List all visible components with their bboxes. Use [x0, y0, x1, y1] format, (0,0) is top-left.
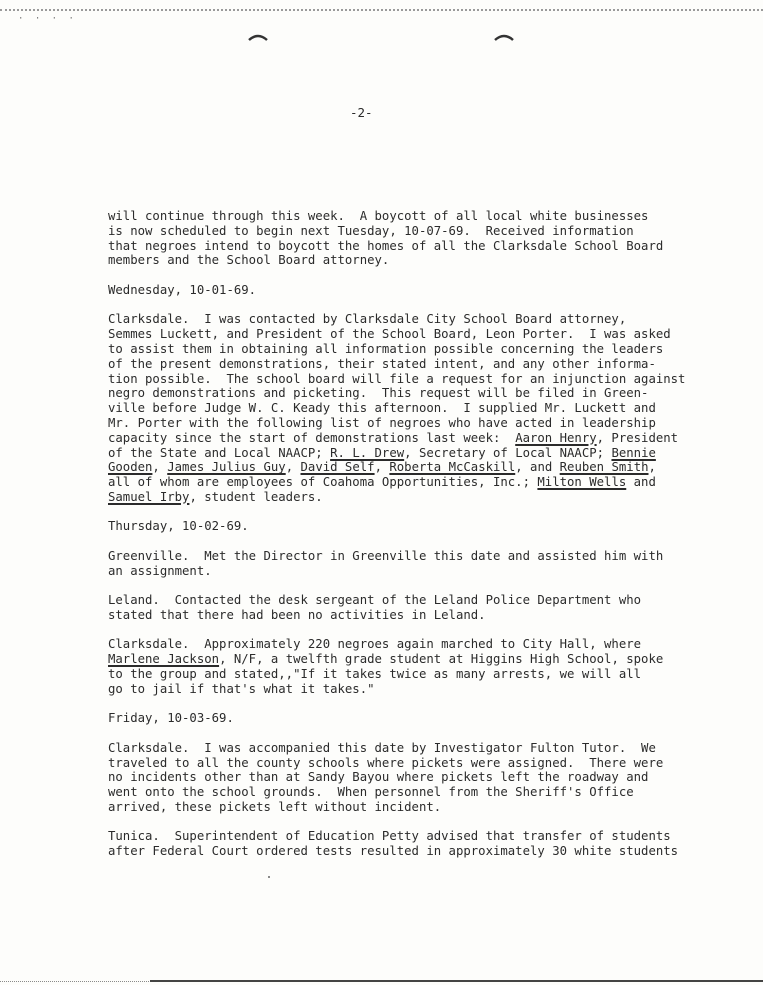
text-line	[108, 741, 708, 756]
text-run: , Secretary of Local NAACP;	[404, 445, 612, 460]
underlined-name: Milton Wells	[537, 475, 627, 490]
text-run: , President	[596, 430, 679, 445]
text-run: negro demonstrations and picketing. This request will be filed in Green-	[108, 386, 649, 401]
bottom-rule	[150, 980, 763, 982]
text-run: all of whom are employees of Coahoma Opportunities, Inc.;	[108, 475, 538, 490]
text-run: Clarksdale. I was accompanied this date by Investigator Fulton Tutor. We	[108, 740, 656, 755]
text-line	[108, 283, 708, 298]
text-run: members and the School Board attorney.	[108, 253, 390, 268]
text-line	[108, 312, 708, 327]
text-run: arrived, these pickets left without incident.	[108, 800, 442, 814]
paragraph	[108, 593, 708, 623]
text-run: will continue through this week. A boycott of all local white businesses	[108, 209, 649, 223]
speck	[268, 876, 270, 878]
text-line	[108, 519, 708, 534]
text-run: Leland. Contacted the desk sergeant of the Leland Police Department who	[108, 593, 642, 608]
text-run: go to jail if that's what it takes."	[108, 681, 375, 696]
underlined-name: Bennie	[611, 445, 656, 460]
text-line	[108, 224, 708, 239]
text-line	[108, 800, 708, 815]
text-line	[108, 637, 708, 652]
text-run: that negroes intend to boycott the homes of all the Clarksdale School Board	[108, 238, 664, 253]
text-line	[108, 401, 708, 416]
text-run: tion possible. The school board will file a request for an injunction against	[108, 371, 686, 386]
text-run: went onto the school grounds. When personnel from the Sheriff's Office	[108, 785, 634, 800]
text-line	[108, 785, 708, 800]
text-run: Mr. Porter with the following list of negroes who have acted in leadership	[108, 415, 656, 430]
text-run: an assignment.	[108, 563, 212, 578]
text-line	[108, 209, 708, 224]
text-line	[108, 342, 708, 357]
text-line	[108, 652, 708, 667]
underlined-name: Roberta McCaskill	[389, 460, 516, 475]
text-line	[108, 431, 708, 446]
text-run: no incidents other than at Sandy Bayou where pickets left the roadway and	[108, 770, 649, 785]
underlined-name: Gooden	[108, 460, 153, 475]
text-line	[108, 564, 708, 579]
text-line	[108, 386, 708, 401]
binder-hole-mark-left	[248, 32, 268, 42]
text-line	[108, 756, 708, 771]
text-run: to assist them in obtaining all information possible concerning the leaders	[108, 341, 664, 356]
text-line	[108, 829, 708, 844]
text-line	[108, 327, 708, 342]
underlined-name: James Julius Guy	[167, 460, 286, 475]
text-line	[108, 239, 708, 254]
document-body	[108, 209, 708, 874]
text-run: traveled to all the county schools where pickets were assigned. There were	[108, 755, 664, 770]
text-run: stated that there had been no activities in Leland.	[108, 607, 486, 622]
text-line	[108, 770, 708, 785]
underlined-name: Samuel Irby	[108, 489, 190, 504]
text-run: is now scheduled to begin next Tuesday, 10-07-69. Received information	[108, 223, 634, 238]
text-run: Clarksdale. Approximately 220 negroes again marched to City Hall, where	[108, 637, 642, 652]
binder-hole-mark-right	[494, 32, 514, 42]
text-run: and	[626, 475, 656, 490]
paragraph	[108, 637, 708, 696]
page-number: -2-	[350, 105, 373, 120]
text-run: Semmes Luckett, and President of the School Board, Leon Porter. I was asked	[108, 327, 671, 342]
paragraph	[108, 711, 708, 726]
paragraph	[108, 519, 708, 534]
text-run: Greenville. Met the Director in Greenville this date and assisted him with	[108, 548, 664, 563]
text-line	[108, 844, 708, 859]
paragraph	[108, 829, 708, 859]
text-run: ,	[285, 460, 301, 475]
text-run: Thursday, 10-02-69.	[108, 519, 249, 534]
paragraph	[108, 209, 708, 268]
paragraph	[108, 283, 708, 298]
text-run: , and	[515, 460, 560, 475]
text-line	[108, 416, 708, 431]
text-run: ,	[152, 460, 168, 475]
text-run: , student leaders.	[189, 489, 323, 504]
text-line	[108, 253, 708, 268]
text-run: , N/F, a twelfth grade student at Higgins High School, spoke	[219, 652, 664, 667]
text-run: ,	[648, 460, 656, 475]
text-line	[108, 682, 708, 697]
text-line	[108, 593, 708, 608]
text-line	[108, 490, 708, 505]
text-run: Wednesday, 10-01-69.	[108, 282, 257, 297]
text-line	[108, 549, 708, 564]
text-line	[108, 711, 708, 726]
text-run: ville before Judge W. C. Keady this afternoon. I supplied Mr. Luckett and	[108, 401, 656, 416]
text-run: ,	[374, 460, 390, 475]
underlined-name: Marlene Jackson	[108, 652, 220, 667]
text-line	[108, 475, 708, 490]
top-perforation	[0, 9, 763, 13]
text-line	[108, 667, 708, 682]
paragraph	[108, 741, 708, 815]
text-line	[108, 357, 708, 372]
corner-specks: · · · ·	[18, 14, 77, 24]
text-run: Tunica. Superintendent of Education Petty advised that transfer of students	[108, 829, 671, 844]
text-line	[108, 608, 708, 623]
underlined-name: R. L. Drew	[330, 445, 405, 460]
text-run: to the group and stated,,"If it takes twice as many arrests, we will all	[108, 667, 642, 682]
text-run: Friday, 10-03-69.	[108, 711, 234, 726]
paragraph	[108, 549, 708, 579]
text-run: of the State and Local NAACP;	[108, 445, 331, 460]
text-run: after Federal Court ordered tests resulted in approximately 30 white students	[108, 844, 679, 859]
text-run: Clarksdale. I was contacted by Clarksdale City School Board attorney,	[108, 312, 627, 327]
text-run: capacity since the start of demonstrations last week:	[108, 430, 516, 445]
text-line	[108, 460, 708, 475]
paragraph	[108, 312, 708, 504]
text-line	[108, 372, 708, 387]
underlined-name: David Self	[300, 460, 375, 475]
underlined-name: Reuben Smith	[559, 460, 649, 475]
text-line	[108, 446, 708, 461]
underlined-name: Aaron Henry	[515, 430, 597, 445]
text-run: of the present demonstrations, their stated intent, and any other informa-	[108, 356, 656, 371]
